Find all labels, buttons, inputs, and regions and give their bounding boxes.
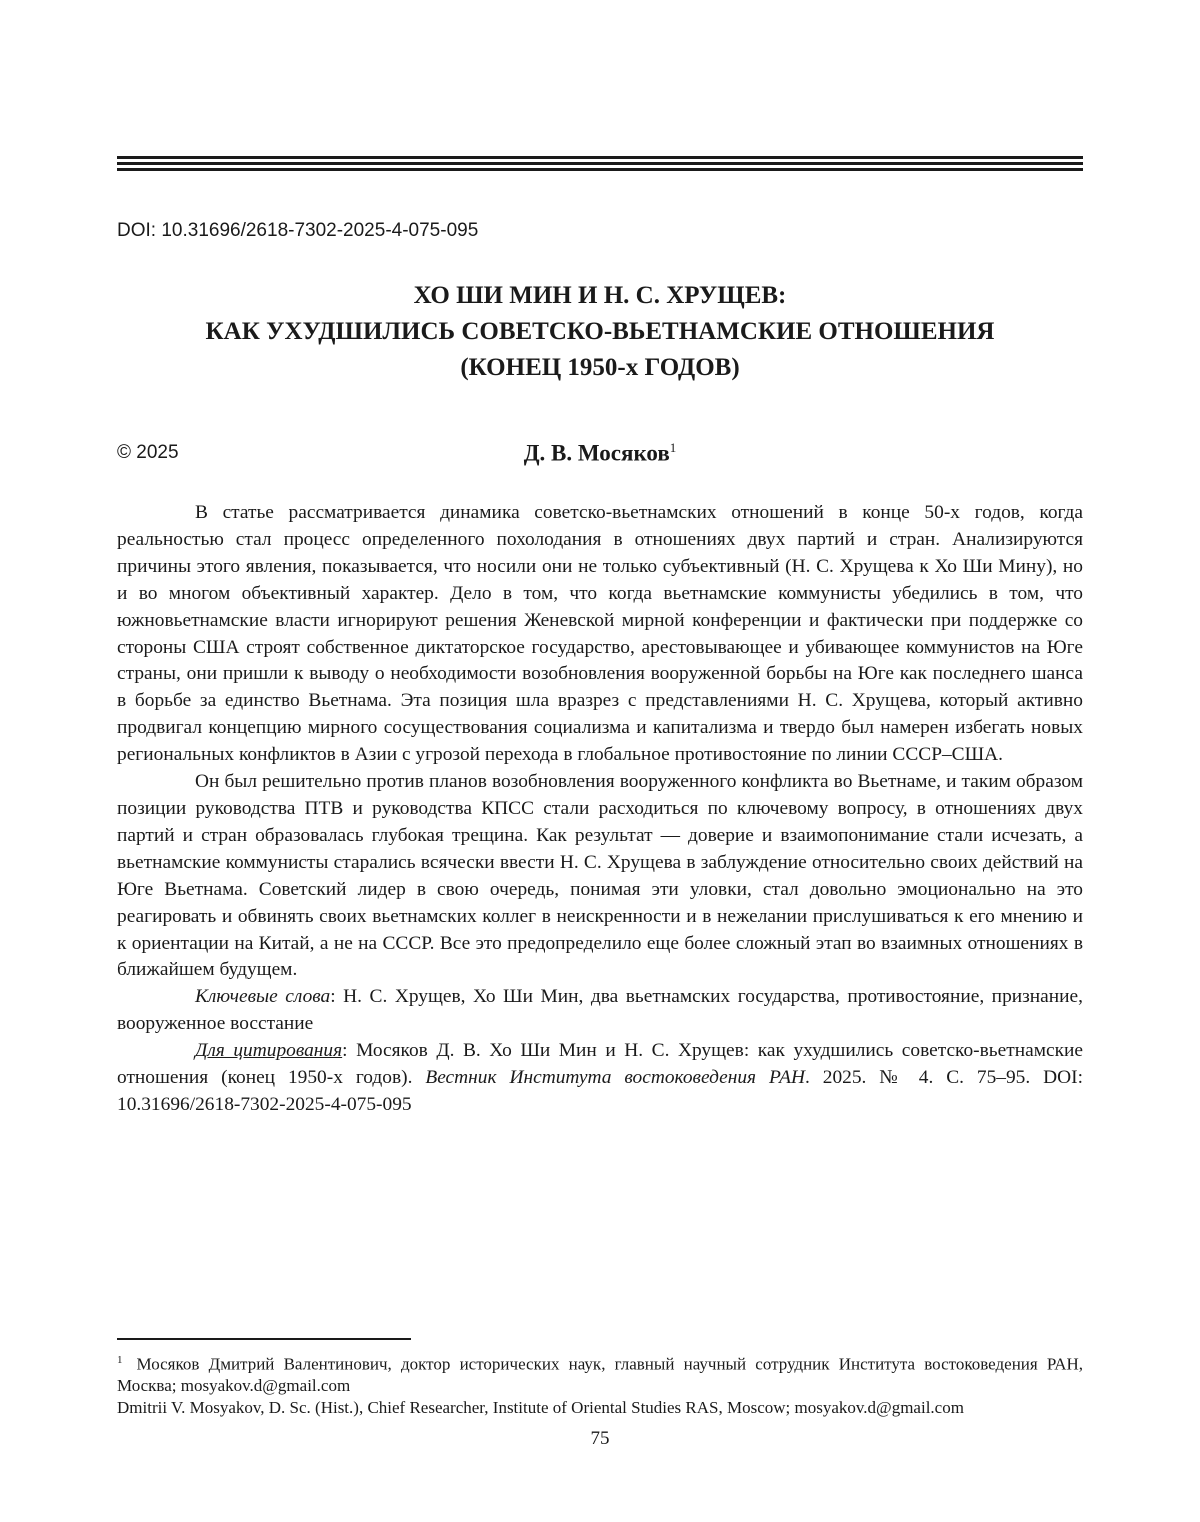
citation-journal: Вестник Института востоковедения РАН (425, 1067, 805, 1089)
abstract-paragraph-1: В статье рассматривается динамика советско-вьетнамских отношений в конце 50-х годов, когда реальностью стал процесс определенного похолодания в отношениях двух партий и стран. Анализируются причины этого явления, показывается, что носили они не только субъективный (Н. С. Хрущева к Хо Ши Мину), но и во многом объективный характер. Дело в том, что когда вьетнамские коммунисты убедились в том, что южновьетнамские власти игнорируют решения Женевской мирной конференции и фактически при поддержке со стороны США строят собственное диктаторское государство, арестовывающее и убивающее коммунистов на Юге страны, они пришли к выводу о необходимости возобновления вооруженной борьбы на Юге как последнего шанса в борьбе за единство Вьетнама. Эта позиция шла вразрез с представлениями Н. С. Хрущева, который активно продвигал концепцию мирного сосуществования социализма и капитализма и твердо был намерен избегать новых региональных конфликтов в Азии с угрозой перехода в глобальное противостояние по линии СССР–США. (117, 502, 1083, 766)
footnote-russian (117, 1350, 1083, 1397)
citation (117, 1038, 1083, 1119)
title-line-2: КАК УХУДШИЛИСЬ СОВЕТСКО-ВЬЕТНАМСКИЕ ОТНОШЕНИЯ (205, 318, 995, 345)
keywords-label: Ключевые слова (195, 986, 331, 1008)
footnote-russian-text: Мосяков Дмитрий Валентинович, доктор исторических наук, главный научный сотрудник Института востоковедения РАН, Москва; mosyakov.d@gmail.com (117, 1354, 1083, 1396)
citation-text-end: . 2025. № 4. С. 75–95. DOI: 10.31696/2618-7302-2025-4-075-095 (117, 1067, 1083, 1115)
keywords-text: : Н. С. Хрущев, Хо Ши Мин, два вьетнамских государства, противостояние, признание, вооруженное восстание (117, 986, 1083, 1035)
keywords (117, 984, 1083, 1038)
author-footnote-mark: 1 (669, 440, 677, 455)
article-title (117, 278, 1083, 386)
abstract (117, 500, 1083, 1119)
citation-text: : Мосяков Д. В. Хо Ши Мин и Н. С. Хрущев: как ухудшились советско-вьетнамские отношения (конец 1950-х годов). (117, 1040, 1083, 1089)
doi-header: DOI: 10.31696/2618-7302-2025-4-075-095 (117, 220, 479, 241)
footnote-mark: 1 (117, 1354, 123, 1366)
title-line-1: ХО ШИ МИН И Н. С. ХРУЩЕВ: (413, 282, 787, 309)
page-number: 75 (590, 1428, 610, 1449)
footnote (117, 1350, 1083, 1418)
footnote-english: Dmitrii V. Mosyakov, D. Sc. (Hist.), Chief Researcher, Institute of Oriental Studies RAS, Moscow; mosyakov.d@gmail.com (117, 1397, 964, 1417)
copyright: © 2025 (117, 442, 179, 463)
citation-label: Для цитирования (195, 1040, 343, 1062)
author-name: Д. В. Мосяков (523, 440, 670, 466)
footnote-rule (117, 1338, 411, 1340)
abstract-paragraph-2: Он был решительно против планов возобновления вооруженного конфликта во Вьетнаме, и таким образом позиции руководства ПТВ и руководства КПСС стали расходиться по ключевому вопросу, в отношениях двух партий и стран образовалась глубокая трещина. Как результат — доверие и взаимопонимание стали исчезать, а вьетнамские коммунисты старались всячески ввести Н. С. Хрущева в заблуждение относительно своих действий на Юге Вьетнама. Советский лидер в свою очередь, понимая эти уловки, стал довольно эмоционально на это реагировать и обвинять своих вьетнамских коллег в неискренности и в нежелании прислушиваться к его мнению и к ориентации на Китай, а не на СССР. Все это предопределило еще более сложный этап во взаимных отношениях в ближайшем будущем. (117, 771, 1083, 981)
header-rules (117, 156, 1083, 174)
title-line-3: (КОНЕЦ 1950-х ГОДОВ) (460, 354, 740, 381)
author-line (117, 440, 1083, 467)
